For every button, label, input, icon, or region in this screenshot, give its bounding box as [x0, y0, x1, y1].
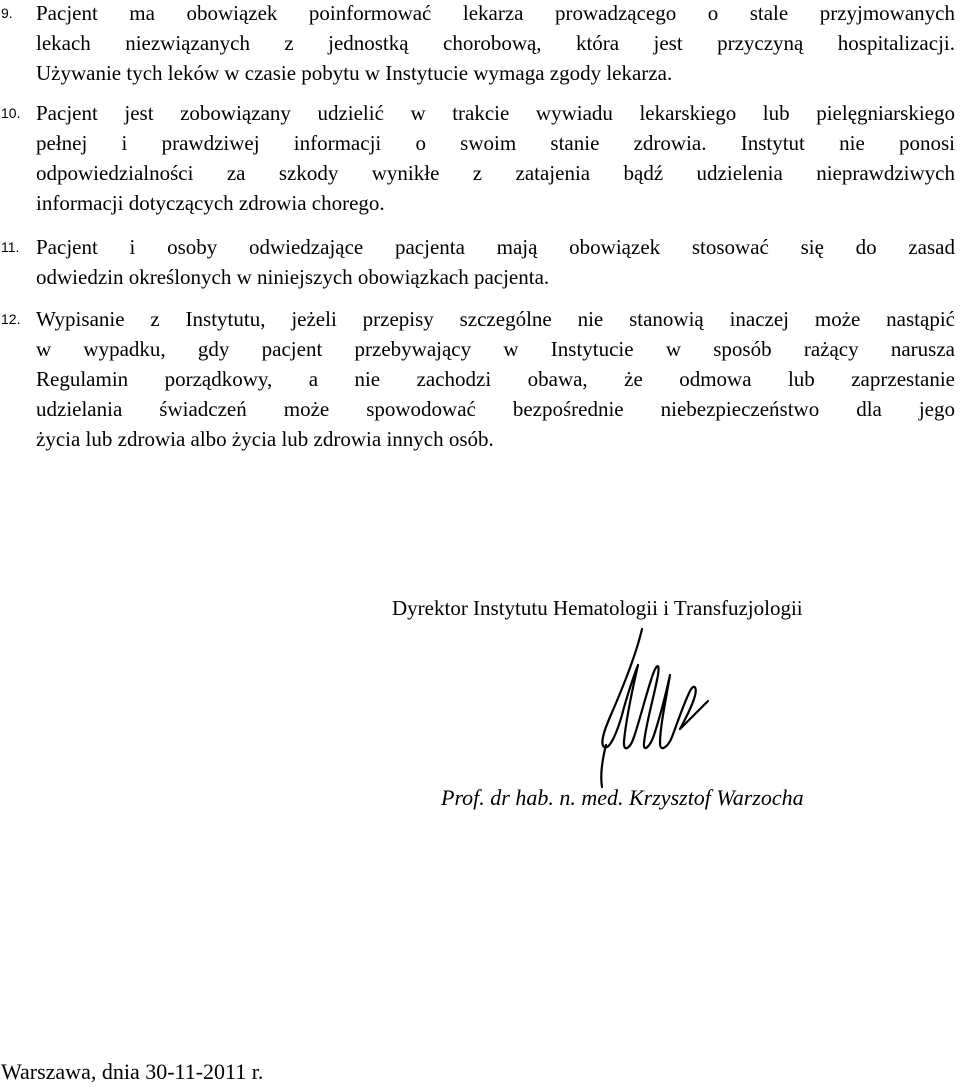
item-text [36, 98, 955, 218]
text-line: Regulamin porządkowy, a nie zachodzi obawa, że odmowa lub zaprzestanie [36, 367, 955, 391]
text-line: pełnej i prawdziwej informacji o swoim stanie zdrowia. Instytut nie ponosi [36, 131, 955, 155]
item-number: 9. [1, 5, 13, 21]
item-number: 10. [1, 105, 21, 121]
text-line: Pacjent jest zobowiązany udzielić w trakcie wywiadu lekarskiego lub pielęgniarskiego [36, 101, 955, 125]
text-line: Wypisanie z Instytutu, jeżeli przepisy szczególne nie stanowią inaczej może nastąpić [36, 307, 955, 331]
text-line: informacji dotyczących zdrowia chorego. [36, 191, 385, 215]
text-line: Pacjent i osoby odwiedzające pacjenta mają obowiązek stosować się do zasad [36, 235, 955, 259]
item-number: 12. [1, 311, 21, 327]
text-line: w wypadku, gdy pacjent przebywający w Instytucie w sposób rażący narusza [36, 337, 955, 361]
text-line: lekach niezwiązanych z jednostką chorobową, która jest przyczyną hospitalizacji. [36, 31, 955, 55]
item-text [36, 0, 955, 88]
signer-name: Prof. dr hab. n. med. Krzysztof Warzocha [441, 785, 804, 810]
text-line: Używanie tych leków w czasie pobytu w Instytucie wymaga zgody lekarza. [36, 61, 673, 85]
item-text [36, 304, 955, 454]
item-text [36, 232, 955, 292]
handwritten-signature [596, 625, 716, 790]
item-number: 11. [1, 239, 20, 255]
text-line: odpowiedzialności za szkody wynikłe z zatajenia bądź udzielenia nieprawdziwych [36, 161, 955, 185]
text-line: Pacjent ma obowiązek poinformować lekarza prowadzącego o stale przyjmowanych [36, 1, 955, 25]
director-title: Dyrektor Instytutu Hematologii i Transfuzjologii [392, 596, 803, 620]
text-line: odwiedzin określonych w niniejszych obowiązkach pacjenta. [36, 265, 550, 289]
text-line: życia lub zdrowia albo życia lub zdrowia innych osób. [36, 427, 494, 451]
place-date: Warszawa, dnia 30-11-2011 r. [1, 1059, 264, 1084]
text-line: udzielania świadczeń może spowodować bezpośrednie niebezpieczeństwo dla jego [36, 397, 955, 421]
